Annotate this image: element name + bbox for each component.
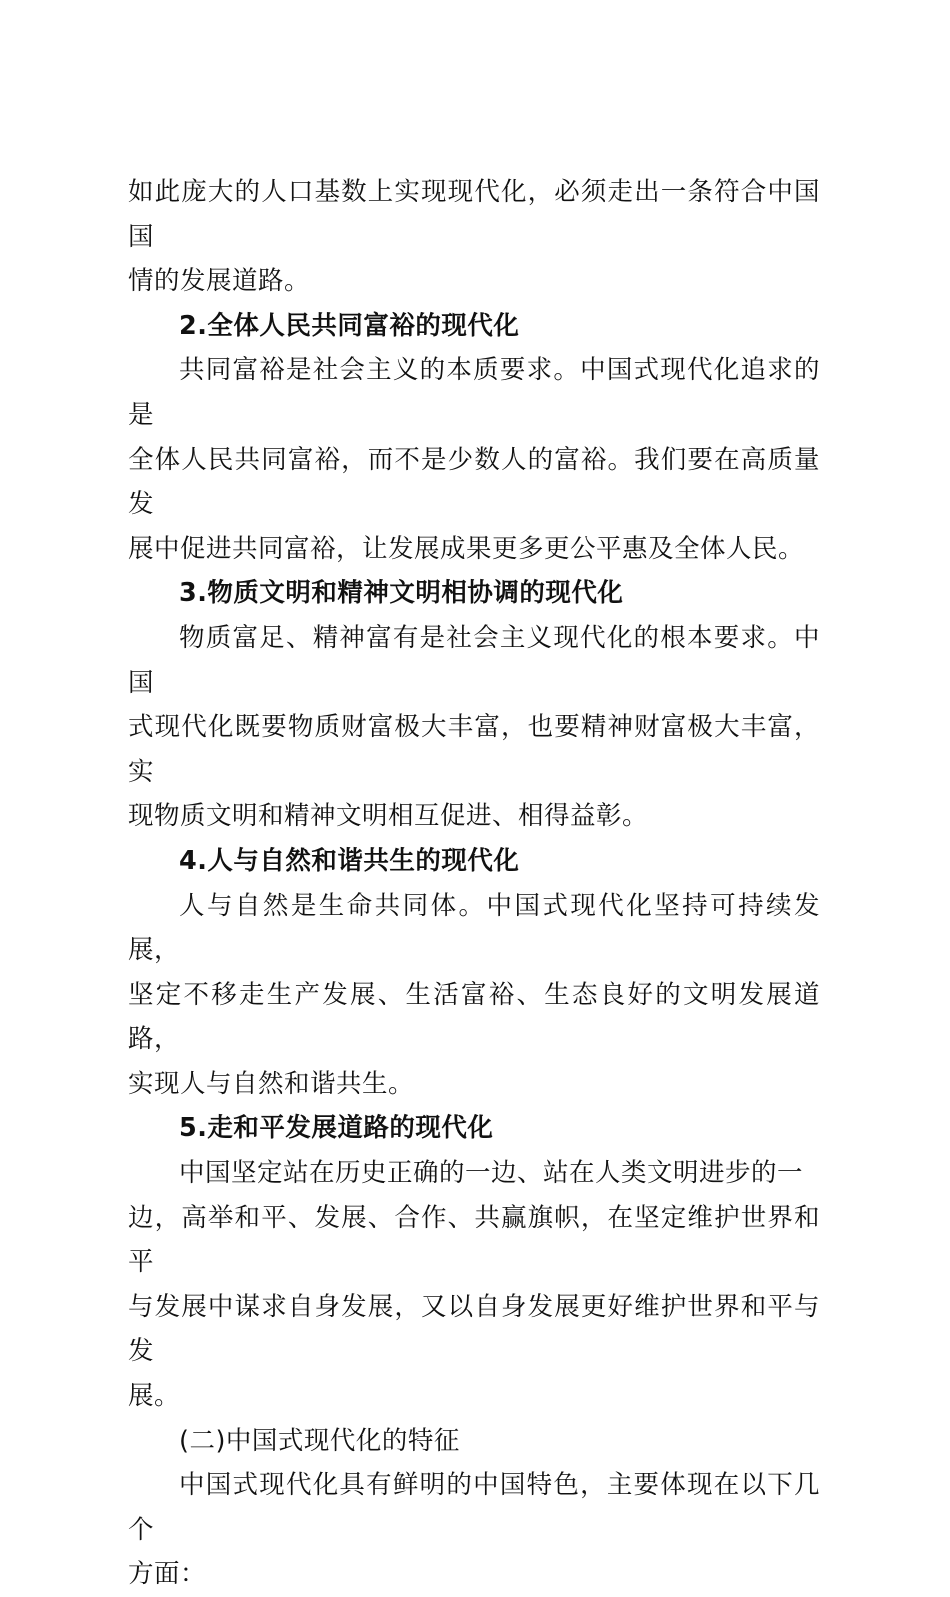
heading-text: 4.人与自然和谐共生的现代化 — [179, 845, 520, 876]
section-heading — [128, 304, 820, 349]
text-line: 中国坚定站在历史正确的一边、站在人类文明进步的一 — [179, 1158, 804, 1189]
section-heading — [128, 571, 820, 616]
text-line: 实现人与自然和谐共生。 — [128, 1068, 415, 1099]
document-body — [128, 170, 820, 1597]
section-heading — [128, 839, 820, 884]
text-line: 共同富裕是社会主义的本质要求。中国式现代化追求的是 — [128, 355, 820, 430]
text-line: 方面： — [128, 1559, 207, 1590]
text-line: 坚定不移走生产发展、生活富裕、生态良好的文明发展道路， — [128, 979, 820, 1055]
text-line: (二)中国式现代化的特征 — [179, 1425, 460, 1456]
subsection-title — [128, 1419, 820, 1464]
body-paragraph — [128, 884, 820, 1107]
text-line: 物质富足、精神富有是社会主义现代化的根本要求。中国 — [128, 622, 820, 698]
text-line: 如此庞大的人口基数上实现现代化，必须走出一条符合中国国 — [128, 177, 820, 252]
body-paragraph — [128, 616, 820, 839]
text-line: 展。 — [128, 1381, 181, 1412]
body-paragraph — [128, 348, 820, 571]
text-line: 与发展中谋求自身发展，又以自身发展更好维护世界和平与发 — [128, 1291, 820, 1367]
text-line: 人与自然是生命共同体。中国式现代化坚持可持续发展， — [128, 890, 820, 966]
heading-text: 5.走和平发展道路的现代化 — [179, 1113, 494, 1144]
body-paragraph — [128, 170, 820, 304]
body-paragraph — [128, 1151, 820, 1419]
text-line: 现物质文明和精神文明相互促进、相得益彰。 — [128, 801, 649, 832]
text-line: 全体人民共同富裕，而不是少数人的富裕。我们要在高质量发 — [128, 444, 820, 520]
heading-text: 3.物质文明和精神文明相协调的现代化 — [179, 578, 624, 609]
text-line: 式现代化既要物质财富极大丰富，也要精神财富极大丰富，实 — [128, 712, 820, 787]
text-line: 边，高举和平、发展、合作、共赢旗帜，在坚定维护世界和平 — [128, 1202, 820, 1278]
section-heading — [128, 1106, 820, 1151]
heading-text: 2.全体人民共同富裕的现代化 — [179, 310, 520, 341]
text-line: 展中促进共同富裕，让发展成果更多更公平惠及全体人民。 — [128, 533, 805, 564]
text-line: 情的发展道路。 — [128, 266, 311, 297]
body-paragraph — [128, 1463, 820, 1597]
text-line: 中国式现代化具有鲜明的中国特色，主要体现在以下几个 — [128, 1470, 820, 1545]
